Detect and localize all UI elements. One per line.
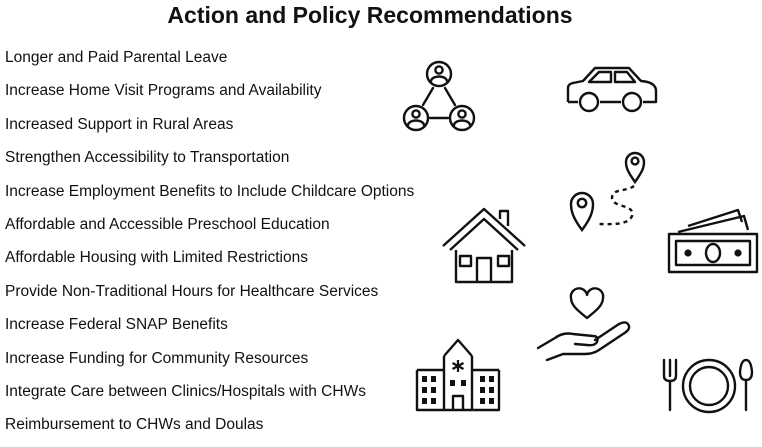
list-item: Provide Non-Traditional Hours for Healthcare Services <box>5 282 379 300</box>
list-item: Reimbursement to CHWs and Doulas <box>5 416 264 434</box>
list-item: Increased Support in Rural Areas <box>5 115 234 133</box>
list-item: Increase Employment Benefits to Include Childcare Options <box>5 182 415 200</box>
house-icon <box>440 206 528 284</box>
list-item: Affordable and Accessible Preschool Education <box>5 215 330 233</box>
list-item: Affordable Housing with Limited Restrictions <box>5 249 308 267</box>
recommendation-list <box>5 46 414 447</box>
list-item: Increase Home Visit Programs and Availability <box>5 82 322 100</box>
list-item: Increase Federal SNAP Benefits <box>5 316 228 334</box>
car-icon <box>565 64 659 114</box>
people-network-icon <box>403 60 475 134</box>
list-item: Integrate Care between Clinics/Hospitals with CHWs <box>5 382 366 400</box>
plate-utensils-icon <box>660 356 758 416</box>
map-route-icon <box>568 148 650 232</box>
list-item: Increase Funding for Community Resources <box>5 349 309 367</box>
money-icon <box>666 208 760 276</box>
hospital-icon <box>414 336 502 412</box>
list-item: Longer and Paid Parental Leave <box>5 49 228 66</box>
heart-hand-icon <box>535 288 633 360</box>
page-title: Action and Policy Recommendations <box>167 2 573 28</box>
list-item: Strengthen Accessibility to Transportation <box>5 149 290 167</box>
